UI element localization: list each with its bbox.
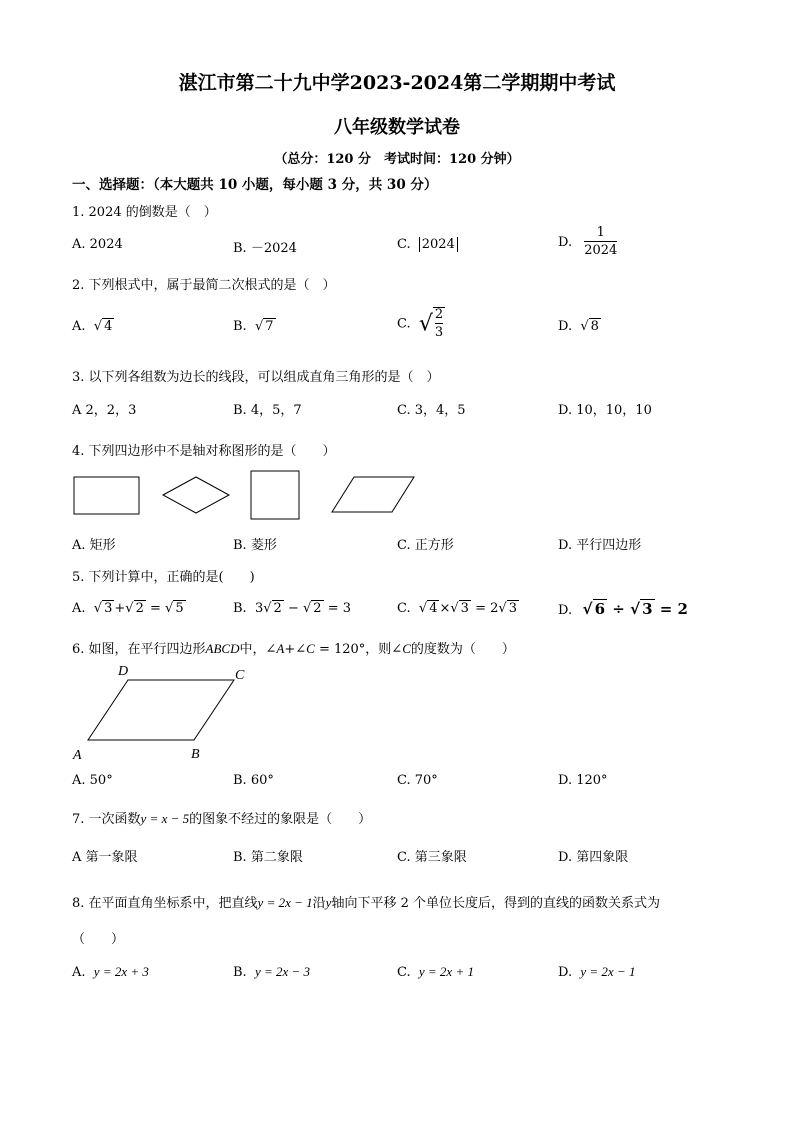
q7-stem: 7. 一次函数y = x − 5的图象不经过的象限是（ ） (72, 811, 372, 827)
rhombus-shape (163, 477, 229, 513)
parallelogram-shape (332, 477, 414, 512)
label-d: D (118, 664, 129, 679)
q8-option-a: A. y = 2x + 3 (72, 964, 149, 980)
q1-option-c: C. 2024 (397, 237, 458, 252)
q3-option-a: A 2，2，3 (72, 403, 137, 418)
q4-option-d: D. 平行四边形 (558, 538, 642, 553)
q5-option-c: C. √ 4 ×√ 3 = 2√ 3 (397, 601, 517, 616)
q4-option-a: A. 矩形 (72, 538, 116, 553)
q6-option-a: A. 50° (72, 773, 113, 788)
square-shape (251, 471, 299, 519)
q7-option-c: C. 第三象限 (397, 850, 467, 865)
q7-option-d: D. 第四象限 (558, 850, 629, 865)
q3-option-d: D. 10，10，10 (558, 403, 652, 418)
q6-parallelogram-figure (68, 660, 268, 765)
q5-option-b: B. 3√ 2 − √ 2 = 3 (233, 601, 352, 616)
q6-stem: 6. 如图，在平行四边形ABCD中，∠A+∠C = 120°，则∠C的度数为（ ） (72, 641, 515, 657)
q8-option-c: C. y = 2x + 1 (397, 964, 474, 980)
exam-info: （总分：120 分 考试时间：120 分钟） (274, 152, 520, 167)
q6-option-d: D. 120° (558, 773, 608, 788)
q6-option-b: B. 60° (233, 773, 274, 788)
parallelogram-abcd (88, 680, 234, 740)
q4-option-c: C. 正方形 (397, 538, 454, 553)
q3-option-b: B. 4，5，7 (233, 403, 302, 418)
q1-option-d: D. $\frac{1}{2024}$ (558, 225, 618, 258)
label-c: C (235, 668, 245, 683)
q5-option-d: D. √ 6 ÷ √ 3 = 2 (558, 600, 688, 618)
q3-stem: 3. 以下列各组数为边长的线段，可以组成直角三角形的是（ ） (72, 370, 440, 385)
q7-option-b: B. 第二象限 (233, 850, 303, 865)
q8-stem: 8. 在平面直角坐标系中，把直线y = 2x − 1沿y轴向下平移 2 个单位长度后，得到的直线的函数关系式为 (72, 895, 660, 911)
q5-option-a: A. √ 3 +√ 2 = √ 5 (72, 601, 184, 616)
abs-value: 2024 (419, 237, 458, 252)
fraction: $\frac{1}{2024}$ (584, 225, 618, 258)
q8-stem-paren: （ ） (72, 932, 125, 947)
fraction: $\frac{2}{3}$ (434, 307, 444, 340)
q4-figures (70, 468, 430, 524)
q1-option-b: B. －2024 (233, 241, 297, 256)
q3-option-c: C. 3，4，5 (397, 403, 466, 418)
q2-option-b: B. √ 7 (233, 319, 274, 334)
q2-option-a: A. √ 4 (72, 319, 113, 334)
q1-option-a: A. 2024 (72, 237, 123, 252)
q8-option-d: D. y = 2x − 1 (558, 964, 636, 980)
q4-stem: 4. 下列四边形中不是轴对称图形的是（ ） (72, 444, 336, 459)
q6-option-c: C. 70° (397, 773, 438, 788)
q2-stem: 2. 下列根式中，属于最简二次根式的是（ ） (72, 278, 336, 293)
q1-stem: 1. 2024 的倒数是（ ） (72, 205, 217, 220)
q4-option-b: B. 菱形 (233, 538, 277, 553)
q2-option-d: D. √ 8 (558, 319, 599, 334)
label-b: B (191, 747, 200, 762)
exam-title: 湛江市第二十九中学2023-2024第二学期期中考试 (178, 72, 616, 94)
exam-subtitle: 八年级数学试卷 (334, 117, 460, 138)
rectangle-shape (74, 477, 139, 514)
q8-option-b: B. y = 2x − 3 (233, 964, 311, 980)
section-heading: 一、选择题：（本大题共 10 小题，每小题 3 分，共 30 分） (72, 177, 438, 193)
label-a: A (73, 748, 82, 763)
q7-option-a: A 第一象限 (72, 850, 138, 865)
q5-stem: 5. 下列计算中，正确的是( ) (72, 570, 255, 585)
q2-option-c: C. √ $\frac{2}{3}$ (397, 307, 444, 340)
